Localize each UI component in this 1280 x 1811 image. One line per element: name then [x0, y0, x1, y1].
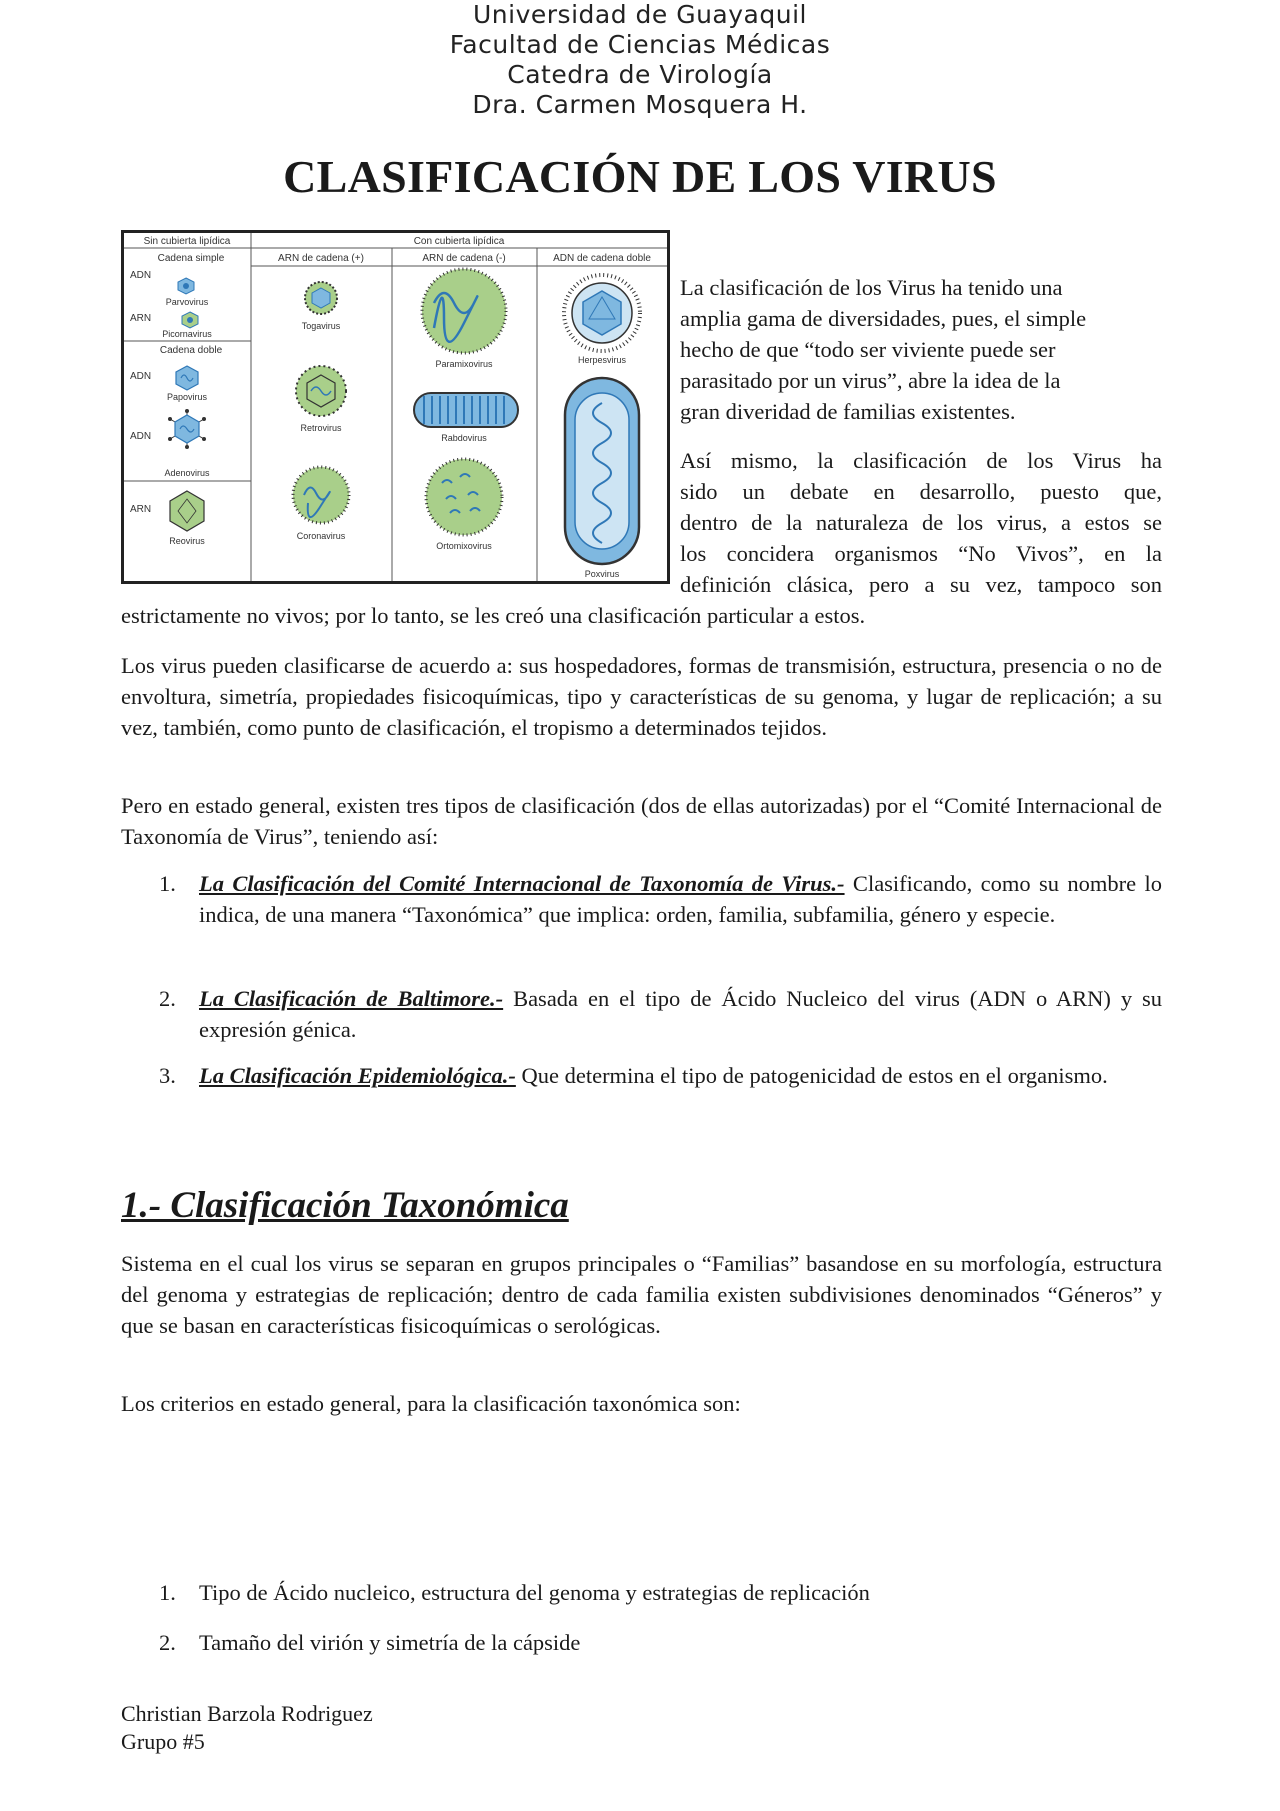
arn-label: ARN [130, 313, 152, 324]
coronavirus-icon [293, 467, 349, 523]
intro-line: parasitado por un virus”, abre la idea de la [680, 368, 1061, 393]
intro-line: gran diveridad de familias existentes. [680, 399, 1016, 424]
adn-label: ADN [130, 371, 152, 382]
list-term: La Clasificación del Comité Internacional de Taxonomía de Virus.- [199, 871, 845, 896]
debate-line: estrictamente no vivos; por lo tanto, se les creó una clasificación particular a estos. [121, 603, 866, 628]
adenovirus-icon [168, 409, 206, 449]
list-number: 3. [159, 1063, 176, 1088]
list-term: La Clasificación de Baltimore.- [199, 986, 504, 1011]
professor-name: Dra. Carmen Mosquera H. [472, 90, 808, 119]
no-envelope-label: Sin cubierta lipídica [143, 236, 231, 247]
rabdovirus-label: Rabdovirus [441, 433, 487, 443]
togavirus-icon [305, 282, 337, 314]
debate-line: sido un debate en desarrollo, puesto que, [680, 479, 1162, 504]
list-text: Clasificando, como su nombre lo indica, de una manera “Taxonómica” que implica: orden, familia, subfamilia, género y especie. [199, 871, 1162, 927]
intro-line: La clasificación de los Virus ha tenido una [680, 275, 1063, 300]
page-title: CLASIFICACIÓN DE LOS VIRUS [283, 151, 997, 202]
parvovirus-icon [178, 278, 194, 294]
coronavirus-label: Coronavirus [296, 531, 346, 541]
herpesvirus-icon [564, 275, 640, 351]
poxvirus-icon [565, 378, 639, 564]
double-strand-label: Cadena doble [159, 345, 223, 356]
intro-line: hecho de que “todo ser viviente puede ser [680, 337, 1056, 362]
paramixovirus-label: Paramixovirus [435, 359, 493, 369]
list-number: 2. [159, 1630, 176, 1655]
body-paragraph: Los virus pueden clasificarse de acuerdo a: sus hospedadores, formas de transmisión, estructura, presencia o no de envoltura, simetría, propiedades fisicoquímicas, tipo y características de su genoma, y lugar de replicación; a su vez, también, como punto de clasificación, el tropismo a determinados tejidos. [121, 653, 1162, 740]
section-heading: 1.- Clasificación Taxonómica [121, 1185, 569, 1226]
chair-name: Catedra de Virología [507, 60, 773, 89]
rabdovirus-icon [414, 393, 518, 427]
debate-line: Así mismo, la clasificación de los Virus ha [680, 448, 1162, 473]
reovirus-label: Reovirus [169, 536, 205, 546]
adenovirus-label: Adenovirus [164, 468, 210, 478]
arn-label: ARN [130, 504, 152, 515]
ortomixovirus-icon [426, 459, 502, 535]
ortomixovirus-label: Ortomixovirus [436, 541, 492, 551]
university-name: Universidad de Guayaquil [473, 0, 807, 29]
list-number: 1. [159, 871, 176, 896]
debate-line: definición clásica, pero a su vez, tampoco son [680, 572, 1162, 597]
herpesvirus-label: Herpesvirus [577, 355, 627, 365]
virus-classification-figure [121, 230, 670, 584]
footer-group: Grupo #5 [121, 1729, 205, 1754]
rna-plus-label: ARN de cadena (+) [278, 253, 364, 264]
adn-label: ADN [130, 270, 152, 281]
single-strand-label: Cadena simple [157, 253, 225, 264]
reovirus-icon [170, 491, 204, 531]
list-text: Que determina el tipo de patogenicidad de estos en el organismo. [515, 1063, 1108, 1088]
list-term: La Clasificación Epidemiológica.- [199, 1063, 516, 1088]
picornavirus-label: Picornavirus [162, 329, 212, 339]
debate-line: dentro de la naturaleza de los virus, a estos se [680, 510, 1162, 535]
intro-line: amplia gama de diversidades, pues, el simple [680, 306, 1087, 331]
papovirus-label: Papovirus [166, 392, 208, 402]
list-text: Basada en el tipo de Ácido Nucleico del virus (ADN o ARN) y su expresión génica. [199, 986, 1162, 1042]
retrovirus-icon [296, 366, 346, 416]
retrovirus-label: Retrovirus [300, 423, 342, 433]
list-number: 1. [159, 1580, 176, 1605]
envelope-label: Con cubierta lipídica [413, 236, 505, 247]
togavirus-label: Togavirus [301, 321, 341, 331]
dna-double-label: ADN de cadena doble [553, 253, 651, 264]
rna-minus-label: ARN de cadena (-) [422, 253, 506, 264]
section-paragraph: Sistema en el cual los virus se separan en grupos principales o “Familias” basandose en su morfología, estructura del genoma y estrategias de replicación; dentro de cada familia existen subdivisiones denominados “Géneros” y que se basan en características fisicoquímicas o serológicas. [121, 1251, 1162, 1338]
list-number: 2. [159, 986, 176, 1011]
section-paragraph: Los criterios en estado general, para la clasificación taxonómica son: [121, 1391, 741, 1416]
parvovirus-label: Parvovirus [165, 297, 209, 307]
picornavirus-icon [182, 312, 198, 328]
paramixovirus-icon [422, 269, 506, 353]
list-text: Tamaño del virión y simetría de la cápside [199, 1630, 581, 1655]
faculty-name: Facultad de Ciencias Médicas [449, 30, 831, 59]
footer-author: Christian Barzola Rodriguez [121, 1701, 373, 1726]
poxvirus-label: Poxvirus [584, 569, 620, 579]
debate-line: los concidera organismos “No Vivos”, en la [680, 541, 1162, 566]
papovirus-icon [176, 366, 198, 390]
list-text: Tipo de Ácido nucleico, estructura del genoma y estrategias de replicación [199, 1580, 870, 1605]
adn-label: ADN [130, 431, 152, 442]
body-paragraph: Pero en estado general, existen tres tipos de clasificación (dos de ellas autorizadas) por el “Comité Internacional de Taxonomía de Virus”, teniendo así: [121, 793, 1162, 849]
virus-classification-diagram [124, 233, 667, 581]
